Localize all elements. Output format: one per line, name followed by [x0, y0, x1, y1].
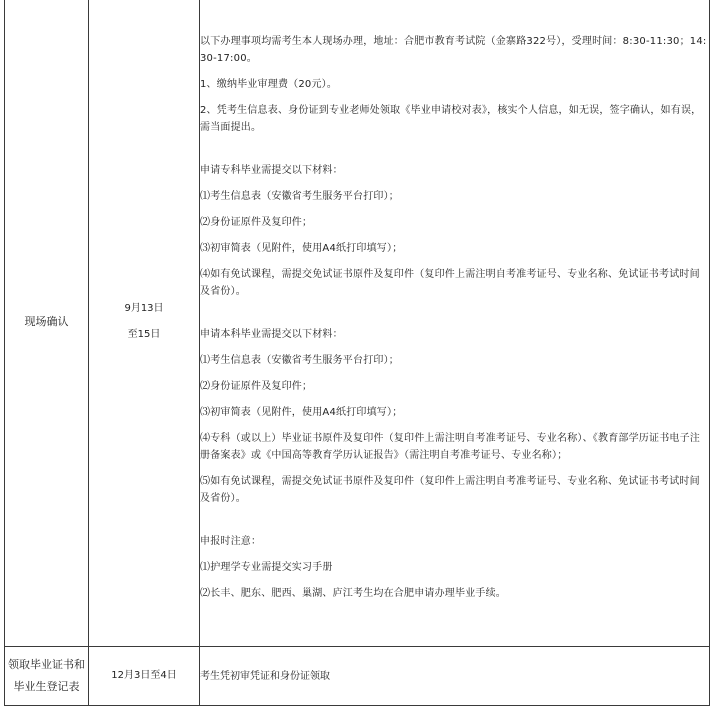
- detail-line: ⑵身份证原件及复印件；: [200, 381, 313, 392]
- date-line: 9月13日: [124, 303, 164, 314]
- detail-cell: [200, 647, 710, 706]
- detail-line: ⑷专科（或以上）毕业证书原件及复印件（复印件上需注明自考准考证号、专业名称）、《教育部学历证书电子注册备案表》或《中国高等教育学历认证报告》（需注明自考准考证号、专业名称）；: [200, 433, 700, 461]
- detail-heading: 申请专科毕业需提交以下材料：: [200, 165, 343, 176]
- detail-line: ⑴考生信息表（安徽省考生服务平台打印）；: [200, 191, 399, 202]
- detail-cell: [200, 0, 710, 647]
- detail-line: ⑶初审简表（见附件，使用A4纸打印填写）；: [200, 407, 403, 418]
- detail-line: ⑷如有免试课程，需提交免试证书原件及复印件（复印件上需注明自考准考证号、专业名称、免试证书考试时间及省份）。: [200, 269, 700, 297]
- detail-line: ⑴考生信息表（安徽省考生服务平台打印）；: [200, 355, 399, 366]
- schedule-table: [4, 0, 710, 706]
- date-cell: [89, 647, 200, 706]
- detail-line: ⑵身份证原件及复印件；: [200, 217, 313, 228]
- detail-heading: 申报时注意：: [200, 536, 262, 547]
- item-label-line: 毕业生登记表: [13, 680, 80, 693]
- item-label-line: 领取毕业证书和: [8, 658, 85, 671]
- date-line: 至15日: [127, 329, 161, 340]
- date-cell: [89, 0, 200, 647]
- detail-line: 1、缴纳毕业审理费（20元）。: [200, 79, 338, 90]
- detail-line: 考生凭初审凭证和身份证领取: [200, 670, 330, 682]
- item-cell: [5, 0, 89, 647]
- table-row: [5, 647, 710, 706]
- item-label: 现场确认: [24, 315, 69, 328]
- blank-line: [200, 309, 709, 326]
- detail-heading: 申请本科毕业需提交以下材料：: [200, 329, 343, 340]
- detail-line: ⑶初审简表（见附件，使用A4纸打印填写）；: [200, 243, 403, 254]
- blank-line: [200, 145, 709, 162]
- detail-line: ⑵长丰、肥东、肥西、巢湖、庐江考生均在合肥申请办理毕业手续。: [200, 588, 506, 599]
- detail-line: ⑴护理学专业需提交实习手册: [200, 562, 333, 573]
- detail-line: 以下办理事项均需考生本人现场办理，地址：合肥市教育考试院（金寨路322号），受理时间：8:30-11:30；14:30-17:00。: [200, 36, 707, 64]
- detail-line: 2、凭考生信息表、身份证到专业老师处领取《毕业申请校对表》，核实个人信息，如无误，签字确认，如有误，需当面提出。: [200, 105, 702, 133]
- detail-line: ⑸如有免试课程，需提交免试证书原件及复印件（复印件上需注明自考准考证号、专业名称、免试证书考试时间及省份）。: [200, 476, 700, 504]
- blank-line: [200, 516, 709, 533]
- table-row: [5, 0, 710, 647]
- item-cell: [5, 647, 89, 706]
- date-line: 12月3日至4日: [111, 670, 177, 681]
